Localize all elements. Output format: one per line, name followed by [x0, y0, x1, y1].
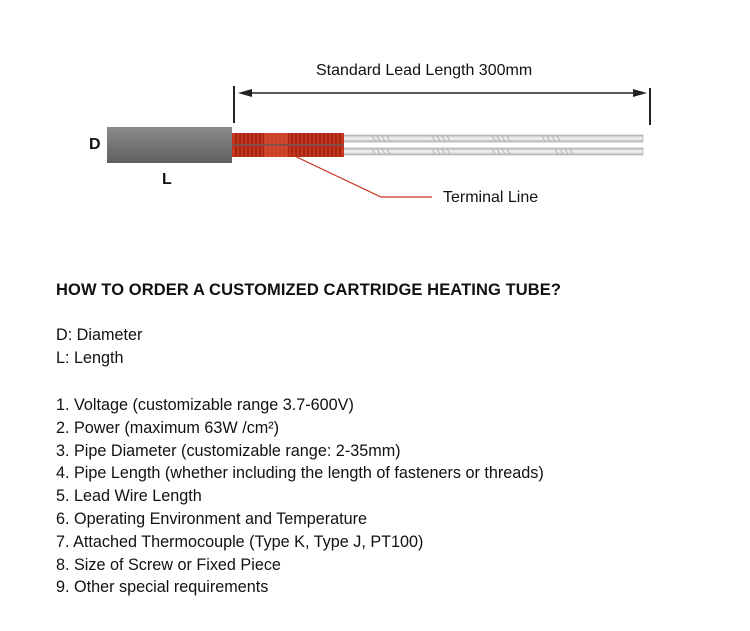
requirements-list: [56, 394, 544, 599]
requirement-item: 7. Attached Thermocouple (Type K, Type J, PT100): [56, 532, 424, 551]
terminal-line-label: Terminal Line: [443, 189, 539, 206]
dimension-arrow-left: [238, 89, 252, 97]
dimension-arrow-right: [633, 89, 647, 97]
dimension-label: Standard Lead Length 300mm: [316, 62, 533, 79]
length-label: L: [162, 171, 172, 188]
heater-tube: [107, 127, 232, 163]
requirement-item: 8. Size of Screw or Fixed Piece: [56, 555, 281, 574]
terminal-callout-line: [286, 152, 432, 197]
definition-length: L: Length: [56, 349, 124, 367]
requirement-item: 2. Power (maximum 63W /cm²): [56, 418, 280, 437]
requirement-item: 3. Pipe Diameter (customizable range: 2-35mm): [56, 441, 401, 460]
requirement-item: 1. Voltage (customizable range 3.7-600V): [56, 396, 354, 414]
requirement-item: 4. Pipe Length (whether including the length of fasteners or threads): [56, 464, 544, 483]
order-section-title: HOW TO ORDER A CUSTOMIZED CARTRIDGE HEATING TUBE?: [56, 281, 562, 299]
requirement-item: 5. Lead Wire Length: [56, 487, 202, 506]
requirement-item: 9. Other special requirements: [56, 578, 269, 597]
diameter-label: D: [89, 136, 101, 153]
requirement-item: 6. Operating Environment and Temperature: [56, 509, 368, 528]
dimension-indicator: [234, 86, 650, 125]
definition-diameter: D: Diameter: [56, 326, 143, 344]
cartridge-heater-diagram: [0, 0, 750, 240]
lead-wires: [343, 135, 643, 155]
